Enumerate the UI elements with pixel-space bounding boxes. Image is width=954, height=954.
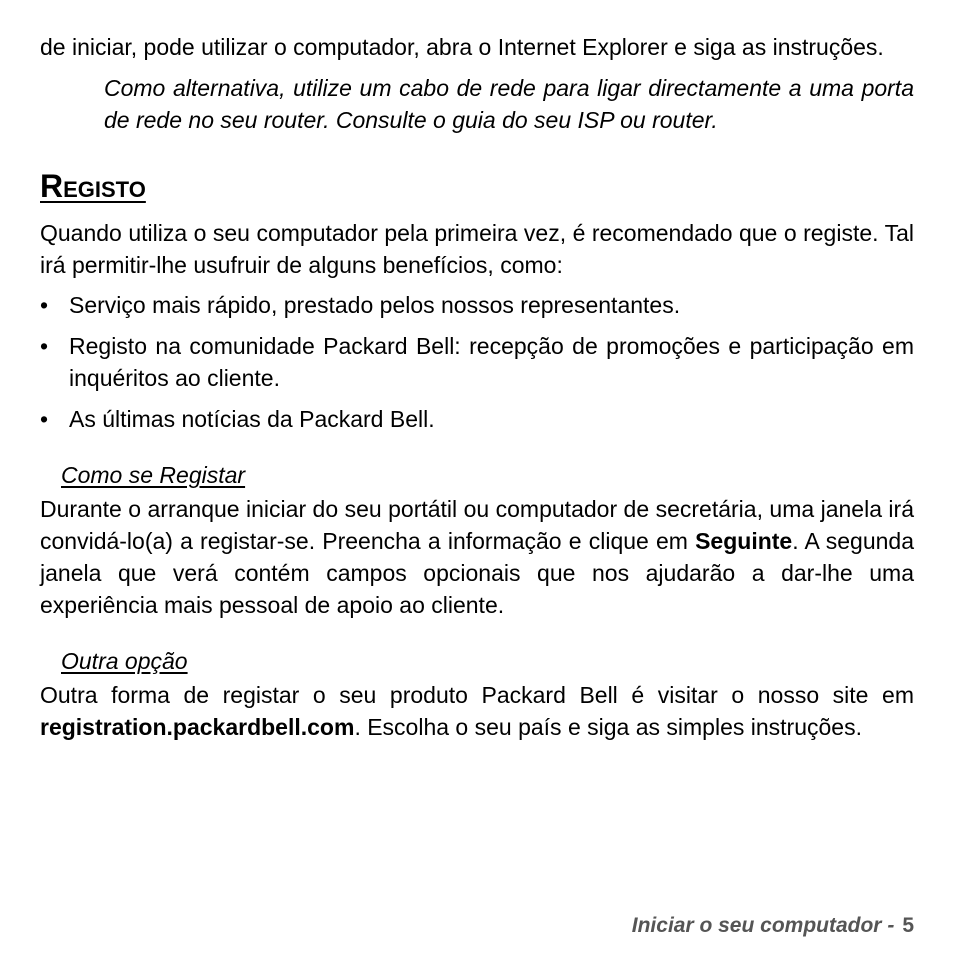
paragraph-text: Outra forma de registar o seu produto Packard Bell é visitar o nosso site em: [40, 682, 914, 708]
subheading-how-to-register: Como se Registar: [61, 462, 246, 488]
list-item-text: Serviço mais rápido, prestado pelos nossos representantes.: [69, 292, 681, 318]
list-item: [40, 403, 914, 435]
continued-paragraph: de iniciar, pode utilizar o computador, abra o Internet Explorer e siga as instruções.: [40, 34, 884, 60]
how-to-register-paragraph: [40, 493, 914, 621]
bullet-icon: •: [40, 406, 49, 432]
next-button-label: Seguinte: [695, 528, 793, 554]
document-page: [40, 31, 914, 743]
page-footer: [632, 914, 914, 938]
network-note: Como alternativa, utilize um cabo de rede para ligar directamente a uma porta de rede no seu router. Consulte o guia do seu ISP ou router.: [104, 75, 914, 133]
paragraph-text: . Escolha o seu país e siga as simples instruções.: [354, 714, 862, 740]
paragraph-text: Durante o arranque iniciar do seu portátil ou computador de secretária, uma janela irá convidá-lo(a) a registar-se. Preencha a informação e clique em: [40, 496, 914, 554]
footer-chapter-title: Iniciar o seu computador -: [631, 914, 895, 937]
bullet-icon: •: [40, 292, 49, 318]
subheading-other-option: Outra opção: [61, 648, 188, 674]
page-number: 5: [902, 914, 914, 937]
registration-url: registration.packardbell.com: [40, 714, 355, 740]
list-item: [40, 330, 914, 394]
section-title: Registo: [40, 168, 146, 204]
benefits-list: [40, 289, 914, 435]
paragraph-text: . A segunda janela que verá contém campos opcionais que nos ajudarão a dar-lhe uma experiência mais pessoal de apoio ao cliente.: [40, 528, 914, 618]
list-item-text: As últimas notícias da Packard Bell.: [69, 406, 435, 432]
list-item: [40, 289, 914, 321]
list-item-text: Registo na comunidade Packard Bell: recepção de promoções e participação em inquéritos ao cliente.: [69, 333, 914, 391]
bullet-icon: •: [40, 333, 49, 359]
registration-intro: Quando utiliza o seu computador pela primeira vez, é recomendado que o registe. Tal irá permitir-lhe usufruir de alguns benefícios, como:: [40, 220, 914, 278]
other-option-paragraph: [40, 679, 914, 743]
